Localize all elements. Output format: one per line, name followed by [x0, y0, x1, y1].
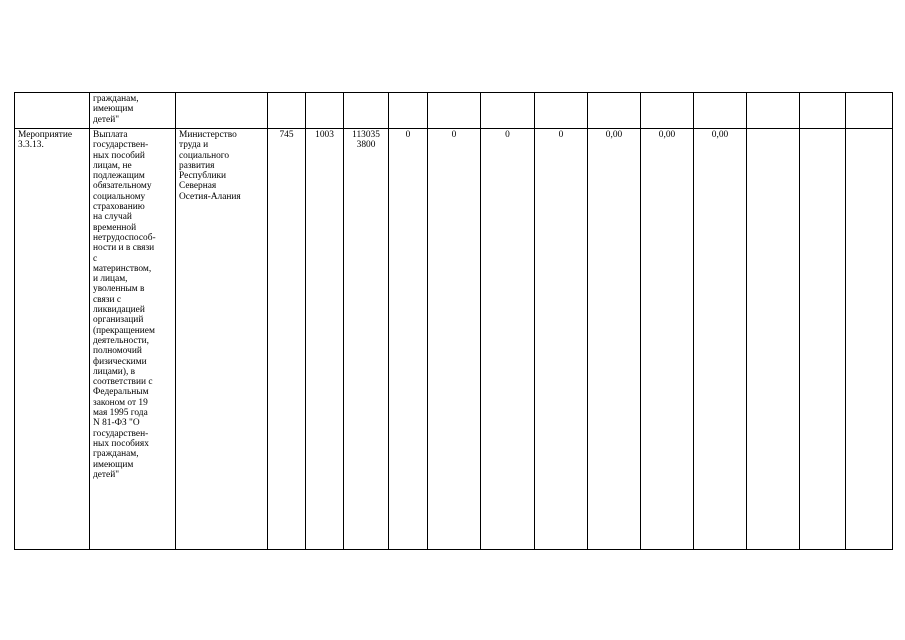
table-row	[15, 93, 893, 129]
budget-table	[14, 92, 893, 550]
cell-csr: 113035 3800	[344, 129, 389, 550]
cell-value	[428, 93, 481, 129]
cell-value-1: 0	[389, 129, 428, 550]
cell-value	[389, 93, 428, 129]
cell-value	[694, 93, 747, 129]
cell-value-3: 0	[481, 129, 535, 550]
cell-grbs: 745	[268, 129, 306, 550]
cell-value	[588, 93, 641, 129]
cell-value	[747, 93, 800, 129]
cell-value-7: 0,00	[694, 129, 747, 550]
cell-executor: Министерство труда и социального развития Республики Северная Осетия-Алания	[176, 129, 268, 550]
cell-executor	[176, 93, 268, 129]
cell-value	[846, 93, 893, 129]
cell-rzpr	[306, 93, 344, 129]
cell-description: Выплата государствен- ных пособий лицам, не подлежащим обязательному социальному страхованию на случай временной нетрудоспособ- ности и в связи с материнством, и лицам, уволенным в связи с ликвидацией организаций (прекращением деятельности, полномочий физическими лицами), в соответствии с Федеральным законом от 19 мая 1995 года N 81-ФЗ "О государствен- ных пособиях гражданам, имеющим детей"	[90, 129, 176, 550]
cell-value-8	[747, 129, 800, 550]
cell-csr	[344, 93, 389, 129]
cell-rzpr: 1003	[306, 129, 344, 550]
cell-value	[800, 93, 846, 129]
cell-value-9	[800, 129, 846, 550]
cell-grbs	[268, 93, 306, 129]
cell-value	[641, 93, 694, 129]
cell-description: гражданам, имеющим детей"	[90, 93, 176, 129]
table-row	[15, 129, 893, 550]
cell-value-5: 0,00	[588, 129, 641, 550]
cell-value	[535, 93, 588, 129]
cell-value-6: 0,00	[641, 129, 694, 550]
cell-value-2: 0	[428, 129, 481, 550]
cell-value	[481, 93, 535, 129]
cell-event: Мероприятие 3.3.13.	[15, 129, 90, 550]
cell-event	[15, 93, 90, 129]
cell-value-4: 0	[535, 129, 588, 550]
cell-value-10	[846, 129, 893, 550]
